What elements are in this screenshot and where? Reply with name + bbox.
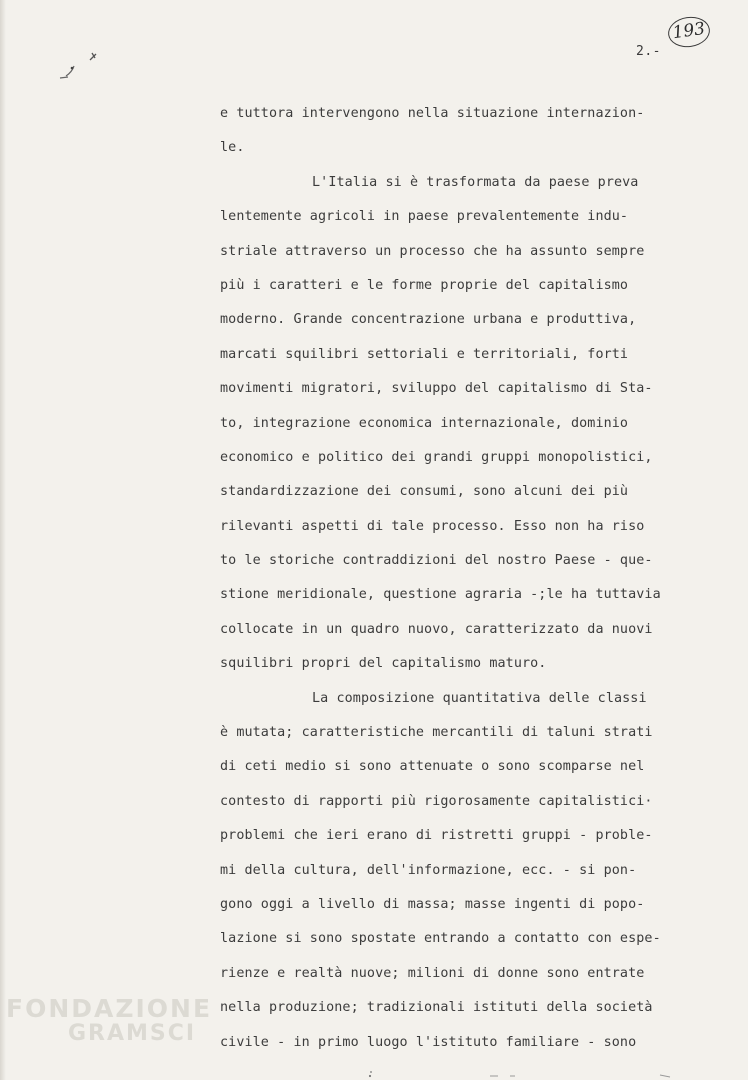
text-line: standardizzazione dei consumi, sono alcuni dei più xyxy=(220,484,629,500)
watermark-line-1: FONDAZIONE xyxy=(6,994,213,1023)
text-line: stione meridionale, questione agraria -;le ha tuttavia xyxy=(220,587,661,603)
text-line: economico e politico dei grandi gruppi monopolistici, xyxy=(220,449,653,465)
text-line: movimenti migratori, sviluppo del capitalismo di Sta- xyxy=(220,381,653,397)
fondazione-gramsci-watermark xyxy=(6,996,212,1046)
bottom-edge-marks xyxy=(340,1070,700,1080)
text-line: collocate in un quadro nuovo, caratterizzato da nuovi xyxy=(220,621,653,637)
archive-number-stamp: 193 xyxy=(666,14,712,50)
text-line: è mutata; caratteristiche mercantili di taluni strati xyxy=(220,725,653,741)
text-line: marcati squilibri settoriali e territoriali, forti xyxy=(220,346,629,362)
paragraph-start-line: L'Italia si è trasformata da paese preva xyxy=(312,174,639,190)
margin-pencil-marks xyxy=(52,48,112,88)
text-line: e tuttora intervengono nella situazione internazion- xyxy=(220,106,645,121)
text-line: to le storiche contraddizioni del nostro Paese - que- xyxy=(220,553,653,569)
text-line: più i caratteri e le forme proprie del capitalismo xyxy=(220,277,629,293)
text-line: squilibri propri del capitalismo maturo. xyxy=(220,656,547,672)
text-line: di ceti medio si sono attenuate o sono scomparse nel xyxy=(220,759,645,775)
text-line: nella produzione; tradizionali istituti della società xyxy=(220,1000,653,1016)
text-line: gono oggi a livello di massa; masse ingenti di popo- xyxy=(220,896,645,912)
text-line: rilevanti aspetti di tale processo. Esso non ha riso xyxy=(220,518,645,534)
text-line: rienze e realtà nuove; milioni di donne sono entrate xyxy=(220,965,645,981)
page-edge-shadow xyxy=(0,0,6,1080)
text-line: civile - in primo luogo l'istituto familiare - sono xyxy=(220,1034,637,1050)
text-line: striale attraverso un processo che ha assunto sempre xyxy=(220,243,645,259)
text-line: le. xyxy=(220,140,245,156)
text-line: lentemente agricoli in paese prevalentemente indu- xyxy=(220,209,629,225)
text-line: contesto di rapporti più rigorosamente capitalistici· xyxy=(220,793,653,809)
watermark-line-2: GRAMSCI xyxy=(68,1021,197,1046)
text-line: lazione si sono spostate entrando a contatto con espe- xyxy=(220,931,661,947)
typewritten-body xyxy=(220,97,720,1060)
paragraph-start-line: La composizione quantitativa delle classi xyxy=(312,690,647,706)
page-number: 2.- xyxy=(636,44,661,59)
text-line: mi della cultura, dell'informazione, ecc. - si pon- xyxy=(220,862,637,878)
text-line: moderno. Grande concentrazione urbana e produttiva, xyxy=(220,312,637,328)
text-line: problemi che ieri erano di ristretti gruppi - proble- xyxy=(220,828,653,844)
text-line: to, integrazione economica internazionale, dominio xyxy=(220,415,629,431)
